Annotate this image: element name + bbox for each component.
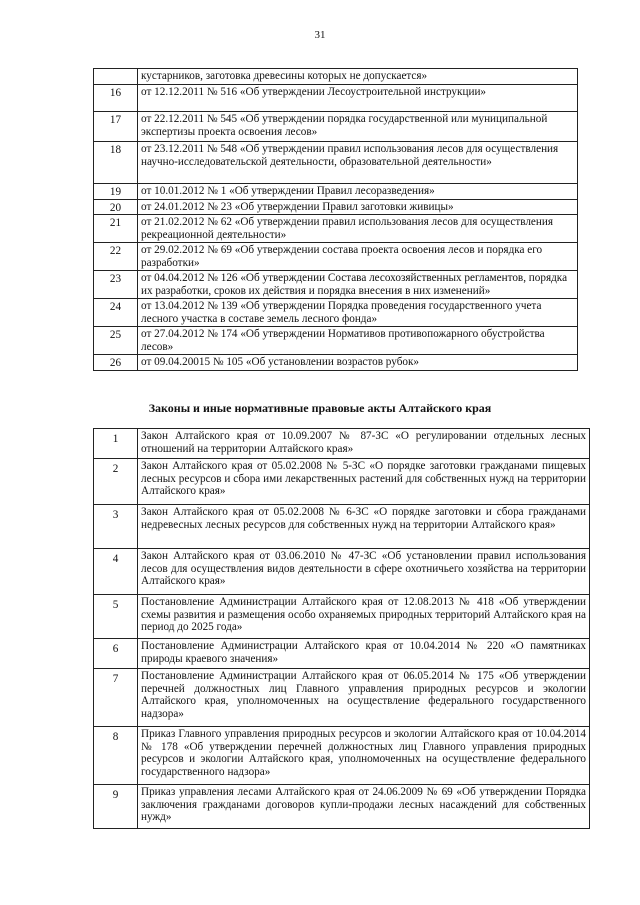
regional-acts-table: [93, 428, 590, 829]
table-row: [94, 595, 590, 639]
table-row: [94, 142, 578, 184]
row-number: 5: [94, 595, 138, 639]
row-number: 16: [94, 85, 138, 112]
table-row: [94, 355, 578, 371]
row-number: 23: [94, 271, 138, 299]
row-number: 17: [94, 112, 138, 142]
table-row: [94, 199, 578, 215]
table-row: [94, 271, 578, 299]
act-description: от 10.01.2012 № 1 «Об утверждении Правил лесоразведения»: [138, 184, 578, 200]
act-description: Закон Алтайского края от 05.02.2008 № 6-ЗС «О порядке заготовки и сбора гражданами недревесных лесных ресурсов для собственных нужд на территории Алтайского края»: [138, 505, 590, 549]
table-row: [94, 505, 590, 549]
table-row: [94, 69, 578, 85]
row-number: 21: [94, 215, 138, 243]
table-row: [94, 243, 578, 271]
act-description: от 24.01.2012 № 23 «Об утверждении Правил заготовки живицы»: [138, 199, 578, 215]
page-number: 31: [314, 29, 326, 41]
table-row: [94, 299, 578, 327]
table-row: [94, 85, 578, 112]
table-row: [94, 327, 578, 355]
table-row: [94, 112, 578, 142]
row-number: 7: [94, 669, 138, 727]
row-number: 26: [94, 355, 138, 371]
act-description: от 13.04.2012 № 139 «Об утверждении Порядка проведения государственного учета лесного участка в составе земель лесного фонда»: [138, 299, 578, 327]
row-number: 9: [94, 785, 138, 829]
row-number: 22: [94, 243, 138, 271]
act-description: от 23.12.2011 № 548 «Об утверждении правил использования лесов для осуществления научно-исследовательской деятельности, образовательной деятельности»: [138, 142, 578, 184]
act-description: Закон Алтайского края от 03.06.2010 № 47-ЗС «Об установлении правил использования лесов для осуществления видов деятельности в сфере охотничьего хозяйства на территории Алтайского края»: [138, 549, 590, 595]
row-number: 4: [94, 549, 138, 595]
act-description: кустарников, заготовка древесины которых не допускается»: [138, 69, 578, 85]
table-row: [94, 549, 590, 595]
act-description: Закон Алтайского края от 05.02.2008 № 5-ЗС «О порядке заготовки гражданами пищевых лесных ресурсов и сбора ими лекарственных растений для собственных нужд на территории Алтайского края»: [138, 459, 590, 505]
row-number: 19: [94, 184, 138, 200]
act-description: Постановление Администрации Алтайского края от 06.05.2014 № 175 «Об утверждении перечней должностных лиц Главного управления природных ресурсов и экологии Алтайского края, уполномоченных на осуществление федерального государственного надзора»: [138, 669, 590, 727]
row-number: 24: [94, 299, 138, 327]
act-description: от 09.04.20015 № 105 «Об установлении возрастов рубок»: [138, 355, 578, 371]
act-description: Постановление Администрации Алтайского края от 12.08.2013 № 418 «Об утверждении схемы развития и размещения особо охраняемых природных территорий Алтайского края на период до 2025 года»: [138, 595, 590, 639]
table-row: [94, 639, 590, 669]
table-row: [94, 727, 590, 785]
table-row: [94, 459, 590, 505]
row-number: 18: [94, 142, 138, 184]
act-description: от 29.02.2012 № 69 «Об утверждении состава проекта освоения лесов и порядка его разработки»: [138, 243, 578, 271]
act-description: Приказ Главного управления природных ресурсов и экологии Алтайского края от 10.04.2014 № 178 «Об утверждении перечней должностных лиц Главного управления природных ресурсов и экологии Алтайского края, уполномоченных на осуществление федерального государственного надзора»: [138, 727, 590, 785]
act-description: Закон Алтайского края от 10.09.2007 № 87-ЗС «О регулировании отдельных лесных отношений на территории Алтайского края»: [138, 429, 590, 459]
act-description: от 12.12.2011 № 516 «Об утверждении Лесоустроительной инструкции»: [138, 85, 578, 112]
act-description: от 21.02.2012 № 62 «Об утверждении правил использования лесов для осуществления рекреационной деятельности»: [138, 215, 578, 243]
row-number: [94, 69, 138, 85]
table-row: [94, 669, 590, 727]
act-description: от 27.04.2012 № 174 «Об утверждении Нормативов противопожарного обустройства лесов»: [138, 327, 578, 355]
table-row: [94, 215, 578, 243]
table-row: [94, 184, 578, 200]
row-number: 2: [94, 459, 138, 505]
table-row: [94, 429, 590, 459]
row-number: 6: [94, 639, 138, 669]
row-number: 20: [94, 199, 138, 215]
act-description: Постановление Администрации Алтайского края от 10.04.2014 № 220 «О памятниках природы краевого значения»: [138, 639, 590, 669]
row-number: 8: [94, 727, 138, 785]
row-number: 1: [94, 429, 138, 459]
section-heading: Законы и иные нормативные правовые акты Алтайского края: [148, 401, 492, 415]
row-number: 3: [94, 505, 138, 549]
act-description: от 04.04.2012 № 126 «Об утверждении Состава лесохозяйственных регламентов, порядка их разработки, сроков их действия и порядка внесения в них изменений»: [138, 271, 578, 299]
table-row: [94, 785, 590, 829]
federal-acts-table: [93, 68, 578, 371]
act-description: от 22.12.2011 № 545 «Об утверждении порядка государственной или муниципальной экспертизы проекта освоения лесов»: [138, 112, 578, 142]
act-description: Приказ управления лесами Алтайского края от 24.06.2009 № 69 «Об утверждении Порядка заключения гражданами договоров купли-продажи лесных насаждений для собственных нужд»: [138, 785, 590, 829]
row-number: 25: [94, 327, 138, 355]
